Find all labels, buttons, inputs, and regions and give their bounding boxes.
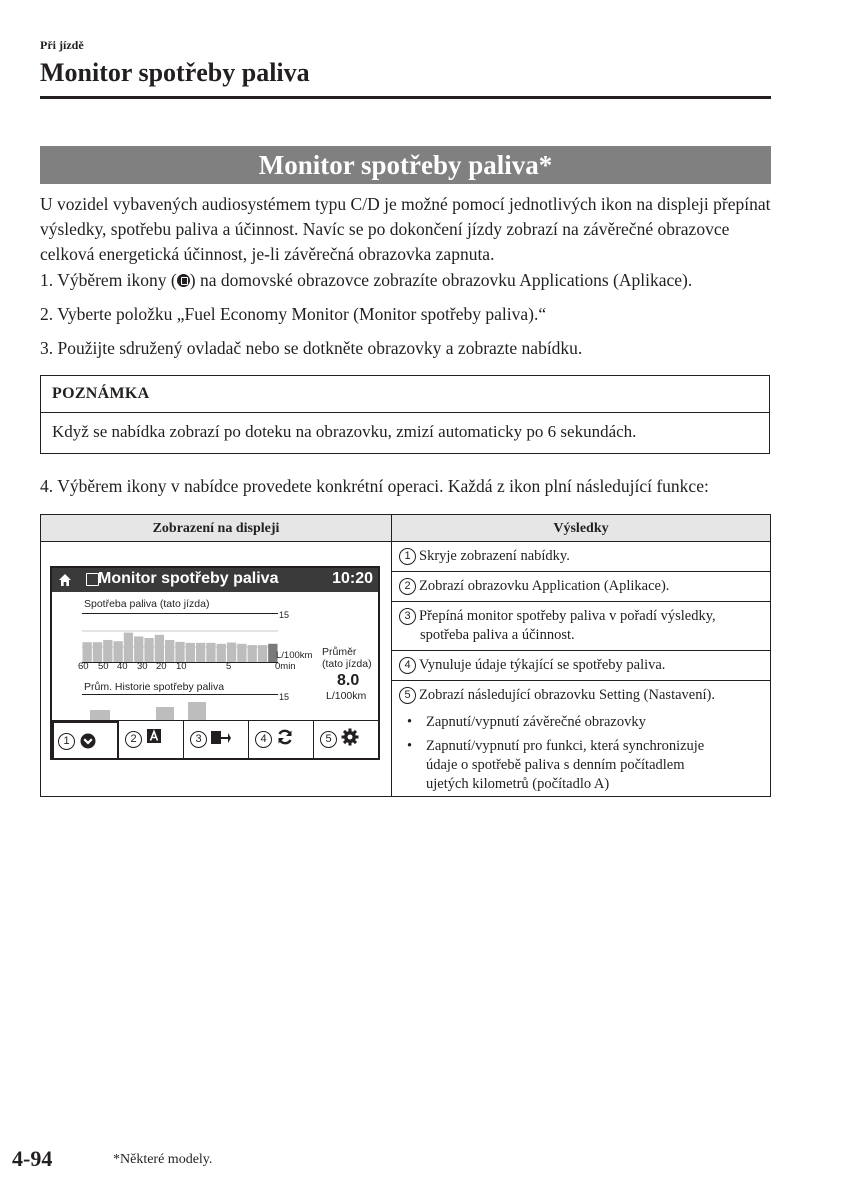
bullet-item: • Zapnutí/vypnutí pro funkci, která synchronizuje údaje o spotřebě paliva s denním počítadlem ujetých kilometrů (počítadlo A) <box>426 737 704 794</box>
step-4: 4. Výběrem ikony v nabídce provedete konkrétní operaci. Každá z ikon plní následující funkce: <box>40 476 709 496</box>
chart-bar <box>165 640 174 663</box>
chart-bar <box>103 640 112 663</box>
chart-bar <box>258 645 267 663</box>
section-banner: Monitor spotřeby paliva* <box>40 146 771 184</box>
average-unit: L/100km <box>326 690 367 702</box>
home-icon[interactable] <box>58 573 72 587</box>
result-4: 4 Vynuluje údaje týkající se spotřeby paliva. <box>399 656 665 675</box>
note-header <box>41 376 769 413</box>
chart-bar <box>175 642 184 663</box>
chart1-label: Spotřeba paliva (tato jízda) <box>84 598 210 610</box>
bullet-item: • Zapnutí/vypnutí závěrečné obrazovky <box>426 713 646 732</box>
row-divider <box>392 650 770 651</box>
intro-paragraph: U vozidel vybavených audiosystémem typu C/D je možné pomocí jednotlivých ikon na displeji přepínat výsledky, spotřebu paliva a účinnost. Navíc se po dokončení jízdy zobrazí na závěrečné obrazovce celková energetická účinnost, je-li závěrečná obrazovka zapnuta. <box>40 194 771 264</box>
menu-item-switch[interactable]: 3 <box>184 721 249 760</box>
application-icon <box>146 728 162 744</box>
step-3: 3. Použijte sdružený ovladač nebo se dotkněte obrazovky a zobrazte nabídku. <box>40 338 583 358</box>
x-tick: 20 <box>156 661 167 672</box>
chart-bar <box>144 638 153 663</box>
x-tick: 50 <box>98 661 109 672</box>
table-header-results: Výsledky <box>392 515 770 542</box>
reset-icon <box>276 728 294 746</box>
row-divider <box>392 680 770 681</box>
chart1-max: 15 <box>279 610 290 620</box>
menu-item-hide[interactable]: 1 <box>52 721 119 760</box>
step-2: 2. Vyberte položku „Fuel Economy Monitor (Monitor spotřeby paliva).“ <box>40 304 547 324</box>
column-divider <box>391 542 392 797</box>
note-box <box>40 375 770 454</box>
chart1-unit: L/100km <box>276 650 313 661</box>
chart-bar <box>124 633 133 663</box>
result-2: 2 Zobrazí obrazovku Application (Aplikace). <box>399 577 669 596</box>
x-tick: 40 <box>117 661 128 672</box>
chart-bar <box>155 635 164 663</box>
average-sublabel: (tato jízda) <box>322 658 372 670</box>
settings-icon <box>341 728 359 746</box>
x-tick: 5 <box>226 661 232 672</box>
chart-bar <box>206 643 215 663</box>
menu-bar <box>52 720 378 760</box>
chart-bar <box>113 641 122 663</box>
x-tick: 10 <box>176 661 187 672</box>
step-1: 1. Výběrem ikony ( ) na domovské obrazovce zobrazíte obrazovku Applications (Aplikace). <box>40 270 693 290</box>
chapter-label: Při jízdě <box>40 38 84 52</box>
chart2-label: Prům. Historie spotřeby paliva <box>84 681 225 693</box>
chart-bar <box>196 643 205 663</box>
chart-bar <box>83 642 92 663</box>
footnote: *Některé modely. <box>113 1152 213 1167</box>
chart-bar <box>227 643 236 663</box>
display-screen <box>50 566 380 760</box>
title-rule <box>40 96 771 99</box>
chart-bar <box>186 643 195 663</box>
application-icon <box>177 274 190 287</box>
chart-bar <box>134 636 143 663</box>
row-divider <box>392 601 770 602</box>
chart-bar <box>93 642 102 663</box>
table-header-display: Zobrazení na displeji <box>41 515 392 542</box>
result-1: 1 Skryje zobrazení nabídky. <box>399 547 570 566</box>
average-value: 8.0 <box>337 672 360 689</box>
row-divider <box>392 571 770 572</box>
clock: 10:20 <box>332 570 373 587</box>
menu-item-reset[interactable]: 4 <box>249 721 314 760</box>
x-tick: 0min <box>275 661 296 672</box>
note-title: POZNÁMKA <box>52 385 150 402</box>
fuel-consumption-chart <box>82 613 278 663</box>
hide-menu-icon <box>80 733 96 749</box>
x-tick: 60 <box>78 661 89 672</box>
screen-header <box>52 568 378 592</box>
chart-bar <box>237 644 246 663</box>
switch-screen-icon <box>210 728 232 746</box>
x-tick: 30 <box>137 661 148 672</box>
history-chart <box>82 694 278 720</box>
page-title: Monitor spotřeby paliva <box>40 58 310 87</box>
chart-bar <box>217 644 226 663</box>
note-text: Když se nabídka zobrazí po doteku na obrazovku, zmizí automaticky po 6 sekundách. <box>52 422 637 441</box>
screen-title: Monitor spotřeby paliva <box>98 570 279 587</box>
chart2-max: 15 <box>279 692 290 702</box>
chart-bar <box>248 645 257 663</box>
average-label: Průměr <box>322 646 357 658</box>
result-5: 5 Zobrazí následující obrazovku Setting (Nastavení). <box>399 686 715 705</box>
result-3: 3 Přepíná monitor spotřeby paliva v pořadí výsledky, spotřeba paliva a účinnost. <box>399 607 716 645</box>
menu-item-application[interactable]: 2 <box>119 721 184 760</box>
page-number: 4-94 <box>12 1146 53 1171</box>
menu-item-settings[interactable]: 5 <box>314 721 380 760</box>
